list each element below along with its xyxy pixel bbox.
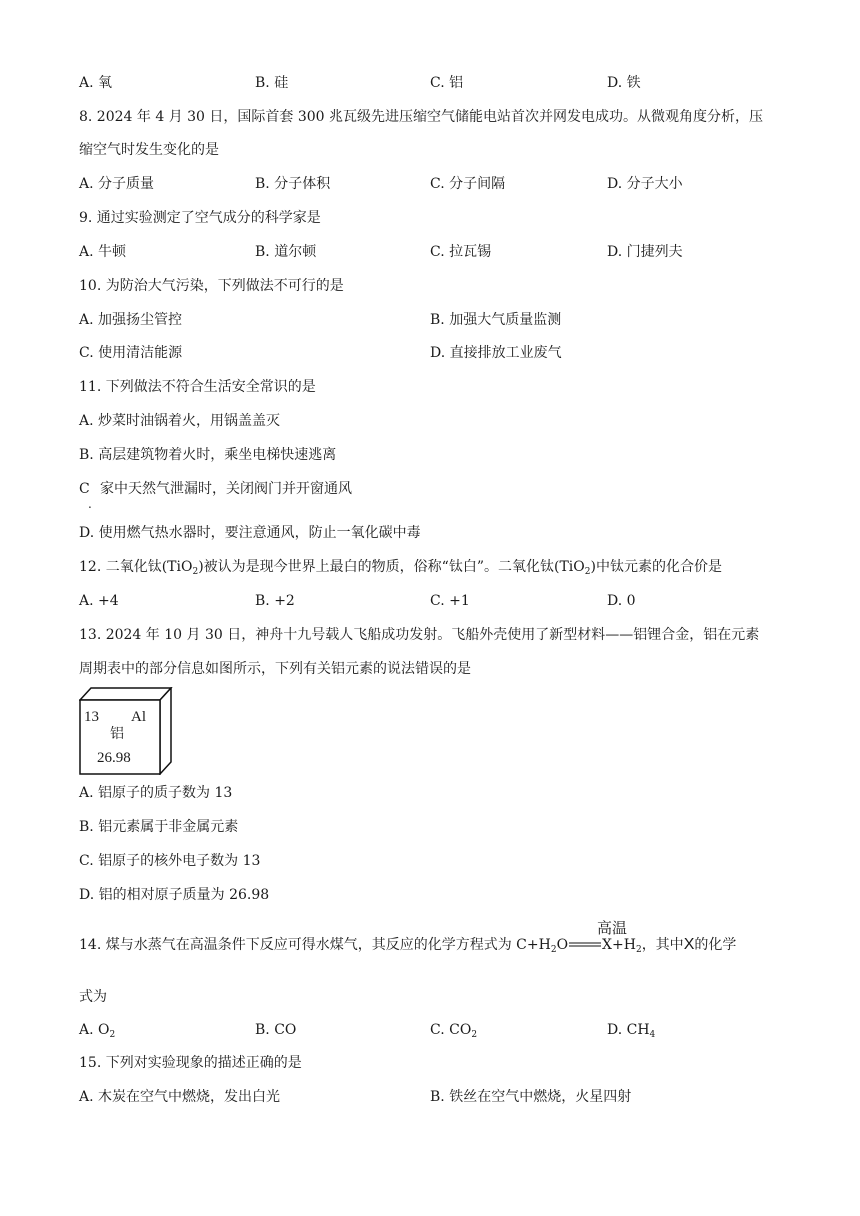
- q12-option-d: D. 0: [607, 593, 636, 609]
- q13-option-c: C. 铝原子的核外电子数为 13: [79, 853, 261, 869]
- q8-stem-line2: 缩空气时发生变化的是: [79, 142, 219, 158]
- q14-option-b: [255, 1020, 296, 1040]
- q11-option-c-letter: C: [79, 481, 90, 497]
- q12-sub-2: 2: [584, 567, 591, 577]
- q10-option-a: A. 加强扬尘管控: [79, 312, 183, 328]
- q8-option-c: C. 分子间隔: [430, 176, 506, 192]
- q8-stem-line1: 8. 2024 年 4 月 30 日，国际首套 300 兆瓦级先进压缩空气储能电站首次并网发电成功。从微观角度分析，压: [79, 109, 764, 125]
- q10-option-c: C. 使用清洁能源: [79, 345, 183, 361]
- q7-option-a: A. 氧: [79, 75, 113, 91]
- q13-stem-line2: 周期表中的部分信息如图所示，下列有关铝元素的说法错误的是: [79, 661, 471, 677]
- q10-option-b: B. 加强大气质量监测: [430, 312, 562, 328]
- atomic-number: 13: [84, 709, 99, 725]
- q13-option-a: A. 铝原子的质子数为 13: [79, 785, 233, 801]
- q14-option-a: [79, 1020, 115, 1045]
- q12-option-b: B. +2: [255, 593, 295, 609]
- q14-stem-line2: 式为: [79, 989, 107, 1005]
- q13-stem-line1: 13. 2024 年 10 月 30 日，神舟十九号载人飞船成功发射。飞船外壳使用了新型材料——铝锂合金，铝在元素: [79, 627, 760, 643]
- q7-option-d: D. 铁: [607, 75, 641, 91]
- q14-option-c-sub: 2: [471, 1030, 478, 1040]
- q12-stem-part2: )被认为是现今世界上最白的物质，俗称“钛白”。二氧化钛(TiO: [198, 559, 585, 575]
- q12-stem-part3: )中钛元素的化合价是: [590, 559, 722, 575]
- q9-stem: 9. 通过实验测定了空气成分的科学家是: [79, 210, 321, 226]
- q12-option-a: A. +4: [79, 593, 119, 609]
- q14-option-a-sub: 2: [109, 1030, 116, 1040]
- q9-option-d: D. 门捷列夫: [607, 244, 683, 260]
- q12-stem-part1: 12. 二氧化钛(TiO: [79, 559, 193, 575]
- q11-option-d: D. 使用燃气热水器时，要注意通风，防止一氧化碳中毒: [79, 525, 421, 541]
- q13-option-b: B. 铝元素属于非金属元素: [79, 819, 239, 835]
- q14-stem-part4: ，其中: [641, 937, 684, 953]
- q14-option-d: [607, 1020, 655, 1045]
- q14-stem-part5: 的化学: [694, 937, 737, 953]
- reaction-condition: 高温: [597, 919, 628, 937]
- q13-option-d: D. 铝的相对原子质量为 26.98: [79, 887, 270, 903]
- q8-option-a: A. 分子质量: [79, 176, 155, 192]
- q8-option-d: D. 分子大小: [607, 176, 683, 192]
- q7-option-b: B. 硅: [255, 75, 289, 91]
- q10-stem: 10. 为防治大气污染，下列做法不可行的是: [79, 278, 344, 294]
- q14-x-symbol: X: [683, 936, 695, 953]
- q14-stem-part3: X+H: [602, 937, 636, 953]
- q12-option-c: C. +1: [430, 593, 470, 609]
- q7-option-c: C. 铝: [430, 75, 464, 91]
- q11-stray-dot: .: [88, 497, 92, 511]
- q11-option-c-text: 家中天然气泄漏时，关闭阀门并开窗通风: [100, 481, 352, 497]
- q14-sub-h2: 2: [635, 945, 642, 955]
- q14-option-d-text: D. CH: [607, 1022, 650, 1038]
- q14-option-b-text: B. CO: [255, 1022, 297, 1038]
- q14-option-c: [430, 1020, 477, 1045]
- q14-stem-line1: [79, 935, 736, 960]
- reaction-arrow: [568, 935, 602, 955]
- q14-stem-part2: O: [556, 937, 569, 953]
- q11-option-b: B. 高层建筑物着火时，乘坐电梯快速逃离: [79, 447, 337, 463]
- element-name: 铝: [110, 726, 124, 742]
- aluminum-element-tile: [79, 687, 173, 775]
- q10-option-d: D. 直接排放工业废气: [430, 345, 562, 361]
- q12-stem: [79, 557, 722, 582]
- q8-option-b: B. 分子体积: [255, 176, 331, 192]
- q14-option-d-sub: 4: [649, 1030, 656, 1040]
- q15-option-a: A. 木炭在空气中燃烧，发出白光: [79, 1089, 281, 1105]
- q14-option-c-text: C. CO: [430, 1022, 472, 1038]
- q9-option-b: B. 道尔顿: [255, 244, 317, 260]
- q11-stem: 11. 下列做法不符合生活安全常识的是: [79, 379, 316, 395]
- atomic-mass: 26.98: [97, 750, 131, 766]
- q12-sub-1: 2: [192, 567, 199, 577]
- q14-option-a-text: A. O: [79, 1022, 110, 1038]
- q9-option-c: C. 拉瓦锡: [430, 244, 492, 260]
- q15-option-b: B. 铁丝在空气中燃烧，火星四射: [430, 1089, 632, 1105]
- q15-stem: 15. 下列对实验现象的描述正确的是: [79, 1055, 302, 1071]
- q14-sub-h2o: 2: [550, 945, 557, 955]
- q11-option-a: A. 炒菜时油锅着火，用锅盖盖灭: [79, 413, 281, 429]
- element-symbol: Al: [131, 709, 146, 725]
- q9-option-a: A. 牛顿: [79, 244, 127, 260]
- q14-stem-part1: 14. 煤与水蒸气在高温条件下反应可得水煤气，其反应的化学方程式为 C+H: [79, 937, 551, 953]
